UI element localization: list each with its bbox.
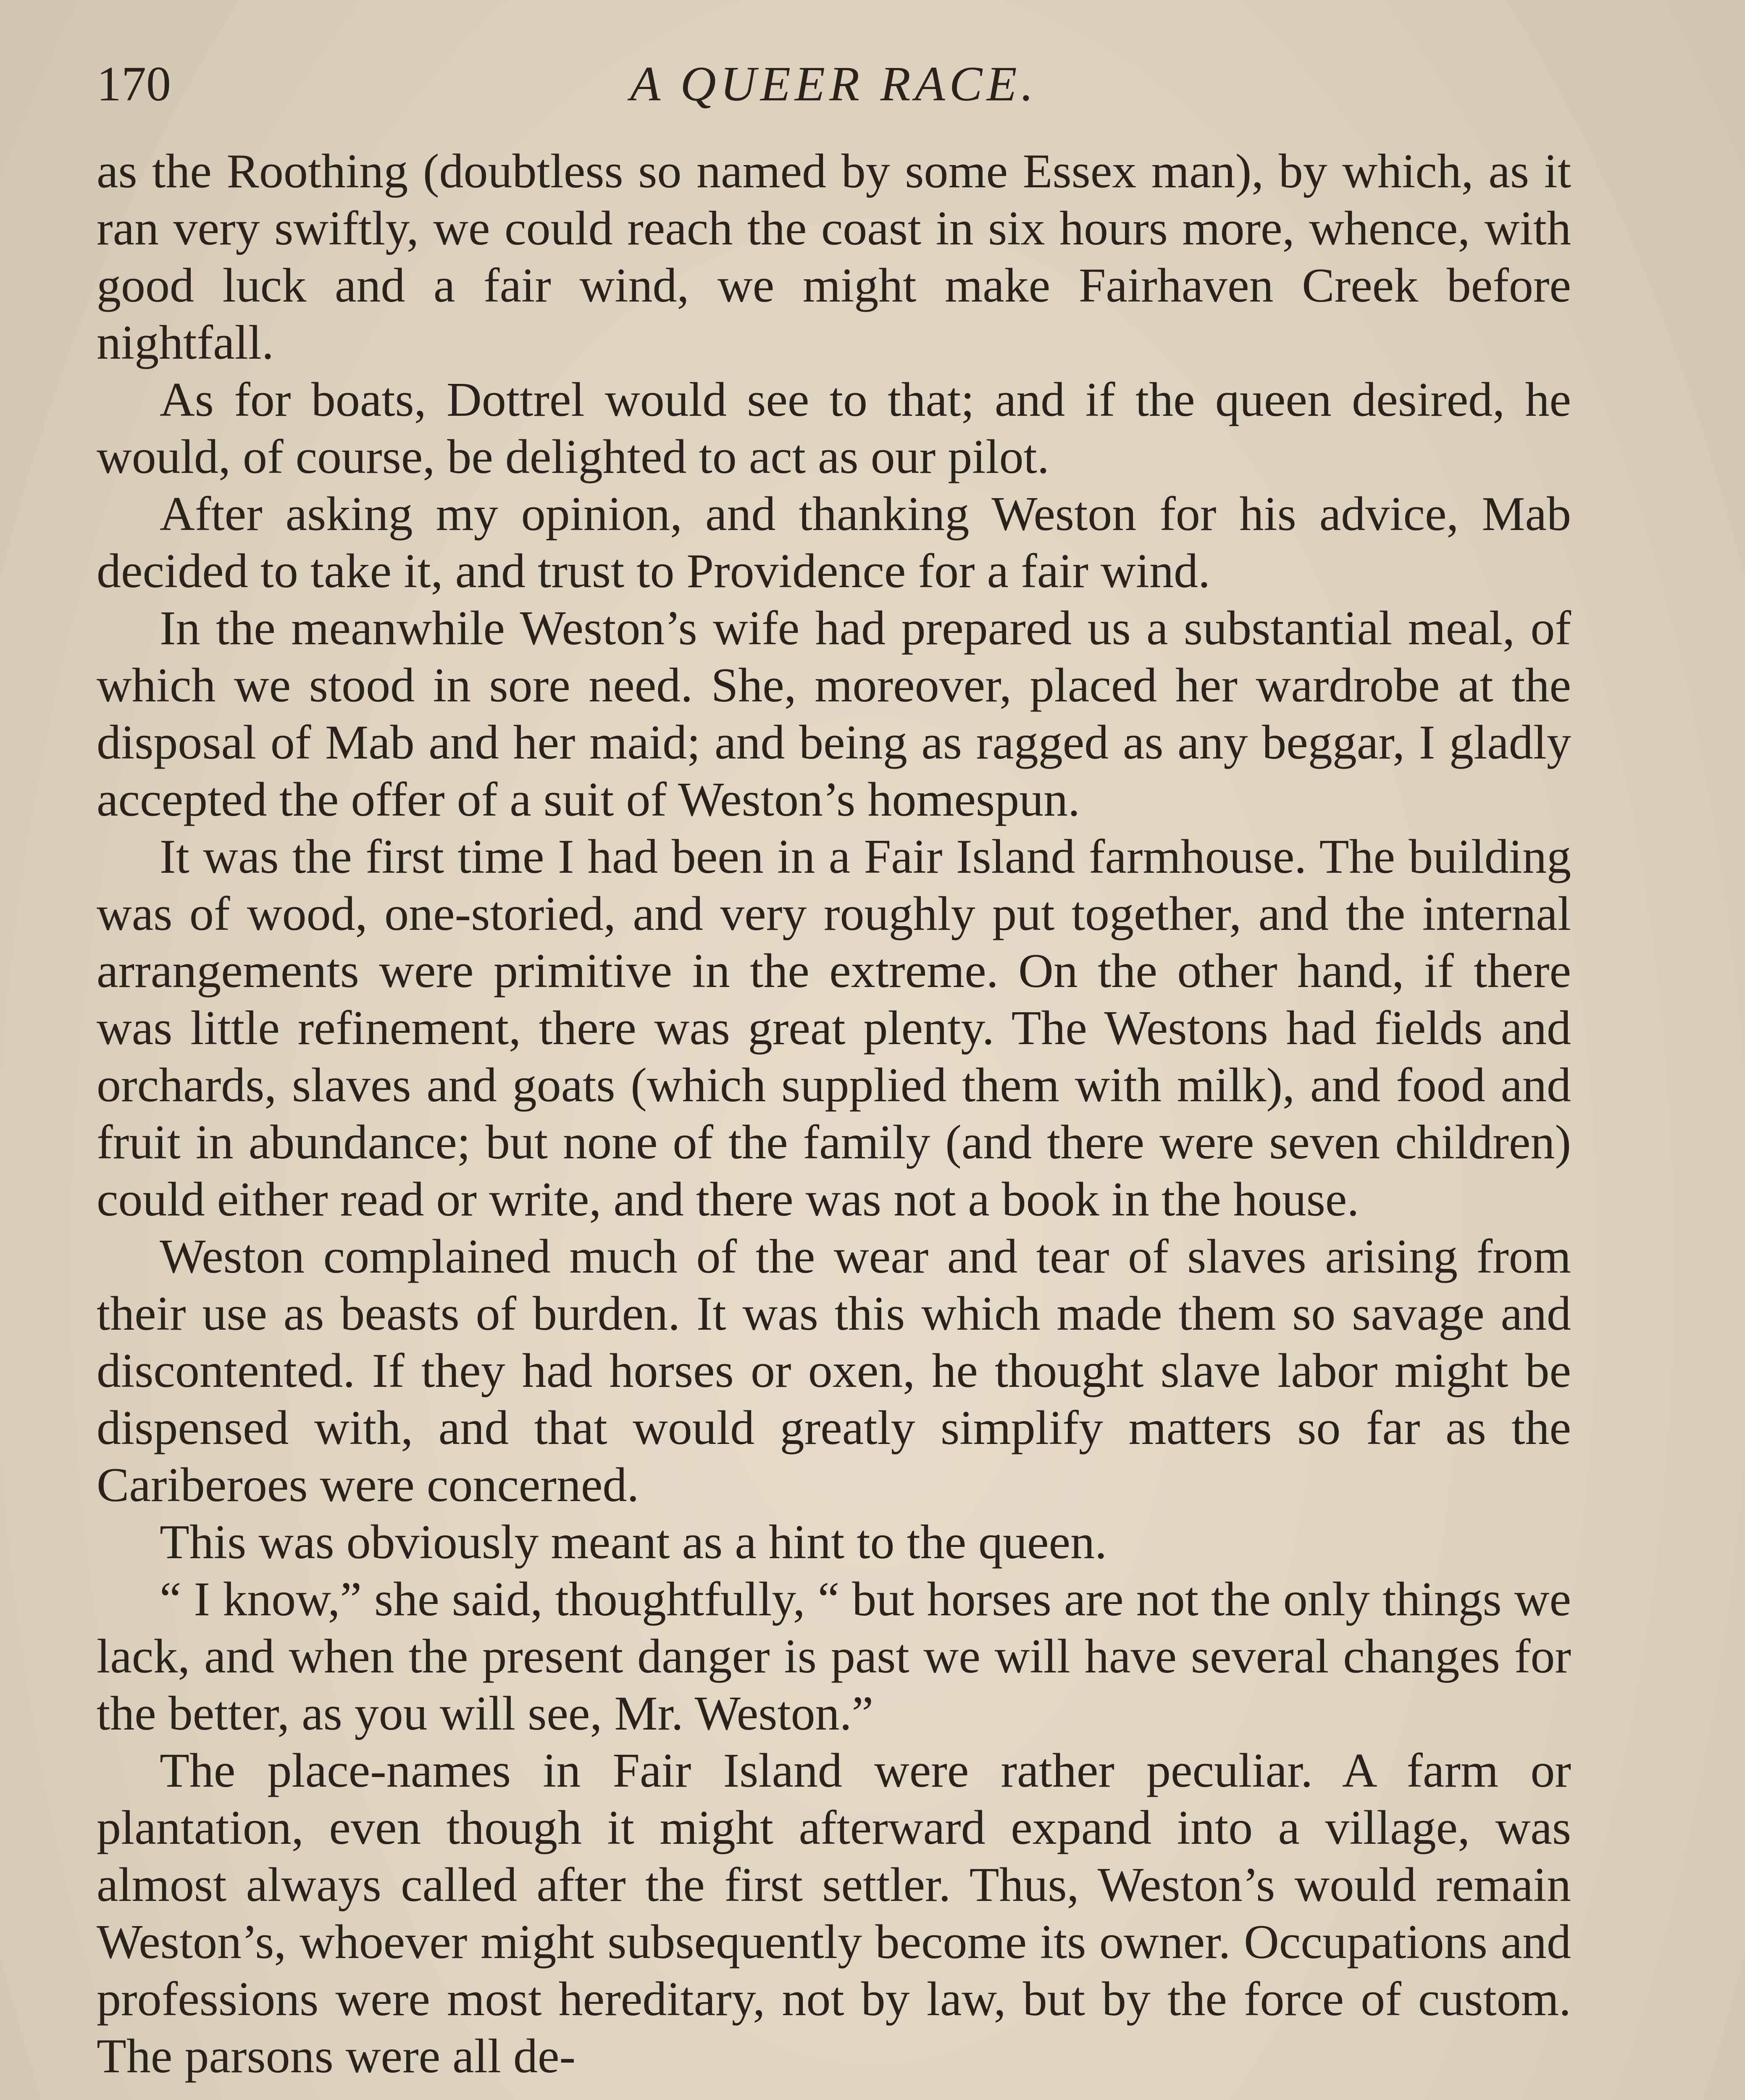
paragraph: “ I know,” she said, thoughtfully, “ but horses are not the only things we lack, and when the present danger is past we will have several changes for the better, as you will see, Mr. Weston.”: [97, 1572, 1571, 1740]
paragraph: The place-names in Fair Island were rather peculiar. A farm or plantation, even though it might afterward expand into a village, was almost always called after the first settler. Thus, Weston’s would remain Weston’s, whoever might subsequently become its owner. Occupations and professions were most hereditary, not by law, but by the force of custom. The parsons were all de-: [97, 1744, 1571, 2083]
paragraph: This was obviously meant as a hint to the queen.: [160, 1515, 1107, 1569]
paragraph: After asking my opinion, and thanking Weston for his advice, Mab decided to take it, and trust to Providence for a fair wind.: [97, 487, 1571, 598]
paragraph-continued: as the Roothing (doubtless so named by some Essex man), by which, as it ran very swiftly, we could reach the coast in six hours more, whence, with good luck and a fair wind, we might make Fairhaven Creek before nightfall.: [97, 144, 1571, 370]
paragraph: In the meanwhile Weston’s wife had prepared us a substantial meal, of which we stood in sore need. She, moreover, placed her wardrobe at the disposal of Mab and her maid; and being as ragged as any beggar, I gladly accepted the offer of a suit of Weston’s homespun.: [97, 601, 1571, 827]
paragraph: Weston complained much of the wear and tear of slaves arising from their use as beasts of burden. It was this which made them so savage and discontented. If they had horses or oxen, he thought slave labor might be dispensed with, and that would greatly simplify matters so far as the Cariberoes were concerned.: [97, 1230, 1571, 1512]
page-number: 170: [97, 56, 171, 111]
paragraph: It was the first time I had been in a Fair Island farmhouse. The building was of wood, one-storied, and very roughly put together, and the internal arrangements were primitive in the extreme. On the other hand, if there was little refinement, there was great plenty. The Westons had fields and orchards, slaves and goats (which supplied them with milk), and food and fruit in abundance; but none of the family (and there were seven children) could either read or write, and there was not a book in the house.: [97, 830, 1571, 1226]
paragraph: As for boats, Dottrel would see to that; and if the queen desired, he would, of course, be delighted to act as our pilot.: [97, 373, 1571, 484]
body-text: [97, 143, 1571, 2085]
running-title: A QUEER RACE.: [630, 56, 1038, 111]
page-header: [97, 50, 1571, 118]
